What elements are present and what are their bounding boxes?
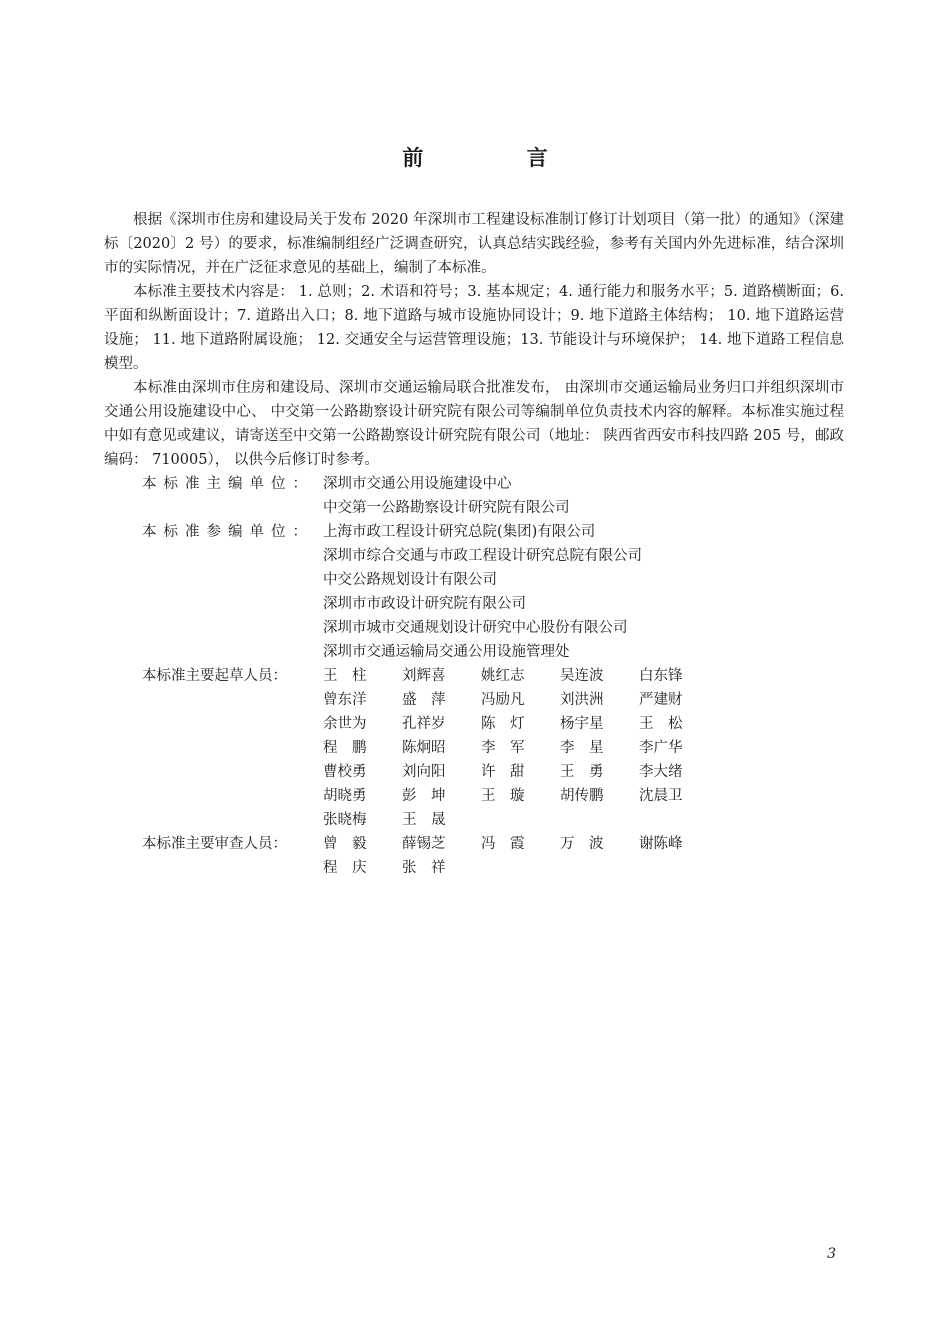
- paragraph-approval: 本标准由深圳市住房和建设局、深圳市交通运输局联合批准发布， 由深圳市交通运输局业务归口并组织深圳市交通公用设施建设中心、 中交第一公路勘察设计研究院有限公司等编制单位负责技术内容的解释。本标准实施过程中如有意见或建议，请寄送至中交第一公路勘察设计研究院有限公司（地址： 陕西省西安市科技四路 205 号，邮政编码： 710005）， 以供今后修订时参考。: [104, 380, 844, 468]
- reviewer-name: 万 波: [560, 836, 604, 852]
- drafter-name: 孔祥岁: [402, 716, 446, 732]
- reviewer-name: 冯 霞: [481, 836, 525, 852]
- drafter-name: 刘向阳: [402, 764, 446, 780]
- participating-unit: 深圳市交通运输局交通公用设施管理处: [323, 644, 570, 660]
- reviewer-name: 程 庆: [323, 860, 367, 876]
- chief-unit: 深圳市交通公用设施建设中心: [323, 476, 512, 492]
- drafter-name: 张晓梅: [323, 812, 367, 828]
- preface-body: [104, 208, 844, 880]
- drafter-name: 曾东洋: [323, 692, 367, 708]
- chief-unit: 中交第一公路勘察设计研究院有限公司: [323, 500, 570, 516]
- drafter-name: 陈 灯: [481, 716, 525, 732]
- participating-units-label: 本标准参编单位：: [142, 524, 314, 540]
- chief-units-label: 本标准主编单位：: [142, 476, 314, 492]
- drafter-name: 王 柱: [323, 668, 367, 684]
- drafter-name: 陈炯昭: [402, 740, 446, 756]
- reviewer-name: 谢陈峰: [639, 836, 683, 852]
- drafters-section: [104, 664, 844, 832]
- drafter-name: 王 勇: [560, 764, 604, 780]
- reviewers-label: 本标准主要审查人员：: [142, 836, 287, 852]
- drafter-name: 吴连波: [560, 668, 604, 684]
- participating-units-section: [104, 520, 844, 664]
- drafter-name: 冯励凡: [481, 692, 525, 708]
- drafter-name: 彭 坤: [402, 788, 446, 804]
- participating-unit: 深圳市市政设计研究院有限公司: [323, 596, 526, 612]
- drafter-name: 胡晓勇: [323, 788, 367, 804]
- reviewer-name: 张 祥: [402, 860, 446, 876]
- drafter-name: 余世为: [323, 716, 367, 732]
- drafter-name: 盛 萍: [402, 692, 446, 708]
- drafter-name: 姚红志: [481, 668, 525, 684]
- drafter-name: 王 璇: [481, 788, 525, 804]
- drafter-name: 刘洪洲: [560, 692, 604, 708]
- drafters-label: 本标准主要起草人员：: [142, 668, 287, 684]
- participating-unit: 上海市政工程设计研究总院(集团)有限公司: [323, 524, 596, 540]
- drafter-name: 李 军: [481, 740, 525, 756]
- page-number: 3: [827, 1246, 836, 1262]
- page-title: 前 言: [402, 145, 596, 170]
- participating-unit: 深圳市综合交通与市政工程设计研究总院有限公司: [323, 548, 642, 564]
- drafter-name: 王 晟: [402, 812, 446, 828]
- drafter-name: 李广华: [639, 740, 683, 756]
- drafter-name: 李 星: [560, 740, 604, 756]
- drafter-name: 许 甜: [481, 764, 525, 780]
- drafter-name: 严建财: [639, 692, 683, 708]
- drafter-name: 白东锋: [639, 668, 683, 684]
- drafter-name: 刘辉喜: [402, 668, 446, 684]
- participating-unit: 深圳市城市交通规划设计研究中心股份有限公司: [323, 620, 628, 636]
- drafter-name: 程 鹏: [323, 740, 367, 756]
- drafter-name: 胡传鹏: [560, 788, 604, 804]
- paragraph-technical-content: 本标准主要技术内容是： 1. 总则；2. 术语和符号；3. 基本规定；4. 通行能力和服务水平；5. 道路横断面；6. 平面和纵断面设计；7. 道路出入口；8. 地下道路与城市设施协同设计；9. 地下道路主体结构； 10. 地下道路运营设施； 11. 地下道路附属设施； 12. 交通安全与运营管理设施；13. 节能设计与环境保护； 14. 地下道路工程信息模型。: [104, 284, 844, 372]
- paragraph-background: 根据《深圳市住房和建设局关于发布 2020 年深圳市工程建设标准制订修订计划项目（第一批）的通知》（深建标〔2020〕2 号）的要求，标准编制组经广泛调查研究，认真总结实践经验，参考有关国内外先进标准，结合深圳市的实际情况，并在广泛征求意见的基础上，编制了本标准。: [104, 212, 844, 276]
- reviewers-section: [104, 832, 844, 880]
- drafter-name: 李大绪: [639, 764, 683, 780]
- participating-unit: 中交公路规划设计有限公司: [323, 572, 497, 588]
- drafter-name: 杨宇星: [560, 716, 604, 732]
- drafter-name: 王 松: [639, 716, 683, 732]
- drafter-name: 曹校勇: [323, 764, 367, 780]
- chief-units-section: [104, 472, 844, 520]
- reviewer-name: 曾 毅: [323, 836, 367, 852]
- reviewer-name: 薛锡芝: [402, 836, 446, 852]
- drafter-name: 沈晨卫: [639, 788, 683, 804]
